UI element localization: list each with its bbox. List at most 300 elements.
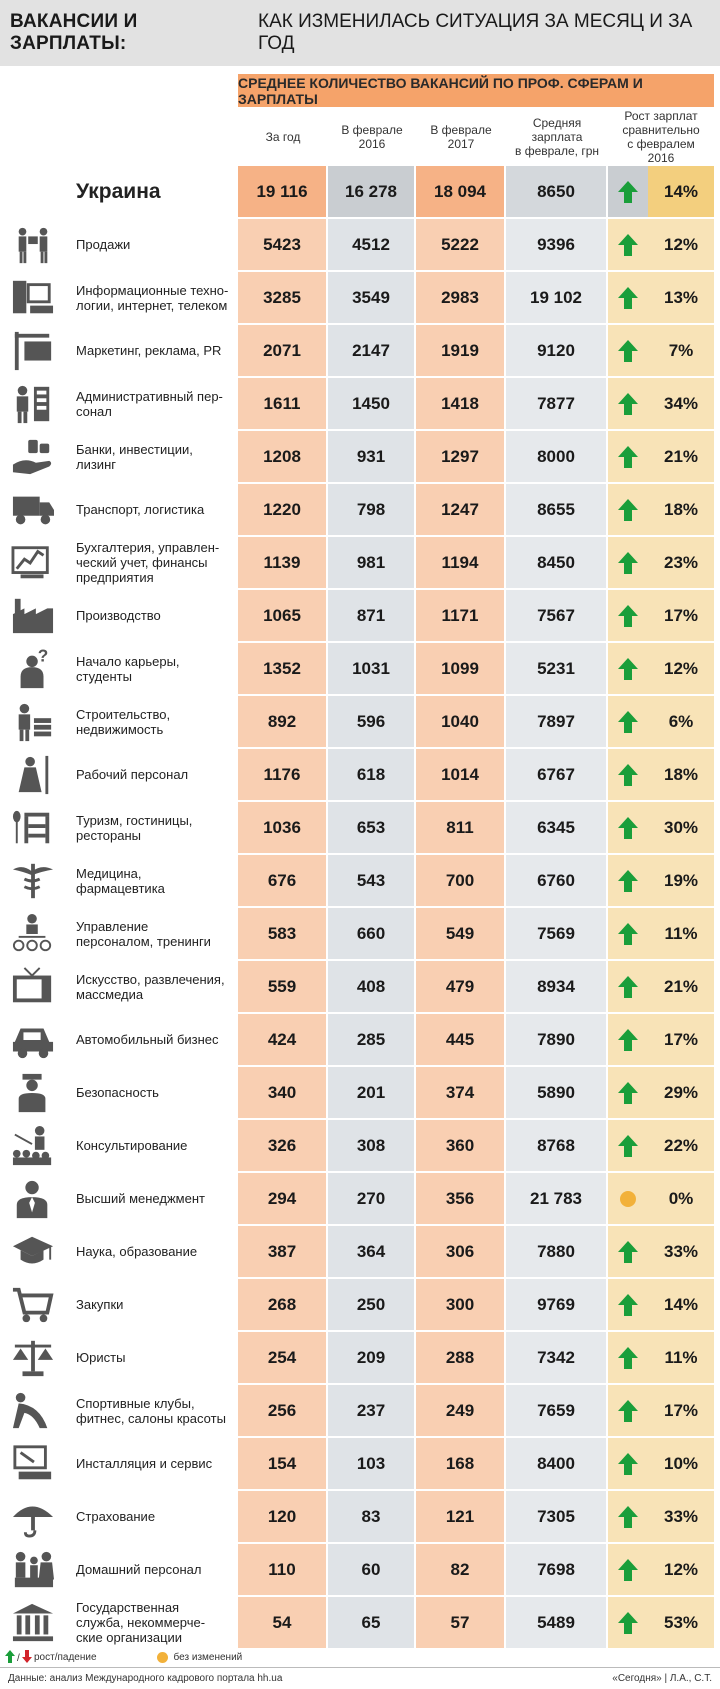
- cell-trend: [608, 378, 648, 429]
- footer-credit: «Сегодня» | Л.А., С.Т.: [612, 1673, 712, 1684]
- cell-growth: 7%: [648, 325, 714, 376]
- stretching-icon: [10, 1390, 56, 1432]
- cell-growth: 12%: [648, 1544, 714, 1595]
- cell-year: 294: [238, 1173, 328, 1224]
- cell-salary: 5231: [506, 643, 608, 694]
- government-building-icon: [10, 1602, 56, 1644]
- row-icon-cell: [0, 749, 66, 800]
- cell-feb2016: 83: [328, 1491, 416, 1542]
- cell-salary: 8655: [506, 484, 608, 535]
- cell-trend: [608, 1226, 648, 1277]
- row-icon-cell: [0, 1014, 66, 1065]
- row-icon-cell: [0, 643, 66, 694]
- cell-feb2016: 931: [328, 431, 416, 482]
- row-label: Продажи: [76, 237, 131, 252]
- cleaner-icon: [10, 754, 56, 796]
- cell-year: 154: [238, 1438, 328, 1489]
- cell-salary: 8450: [506, 537, 608, 588]
- cell-trend: [608, 1014, 648, 1065]
- cell-year: 1611: [238, 378, 328, 429]
- row-label: Маркетинг, реклама, PR: [76, 343, 222, 358]
- cell-year: 254: [238, 1332, 328, 1383]
- row-label: Производство: [76, 608, 161, 623]
- cell-salary: 9396: [506, 219, 608, 270]
- cell-feb2017: 811: [416, 802, 506, 853]
- computer-icon: [10, 277, 56, 319]
- row-icon-cell: [0, 696, 66, 747]
- table-row: [0, 1067, 720, 1120]
- cell-growth: 22%: [648, 1120, 714, 1171]
- cell-feb2016: 364: [328, 1226, 416, 1277]
- up-arrow-icon: [617, 1134, 639, 1158]
- table-row: [0, 1438, 720, 1491]
- cell-feb2017: 1040: [416, 696, 506, 747]
- table-row: [0, 537, 720, 590]
- legend-same: [157, 1652, 243, 1663]
- cell-feb2016: 3549: [328, 272, 416, 323]
- legend-updown-label: рост/падение: [34, 1651, 97, 1663]
- table-row: [0, 1279, 720, 1332]
- table-row: [0, 325, 720, 378]
- office-worker-icon: [10, 383, 56, 425]
- row-label: Автомобильный бизнес: [76, 1032, 219, 1047]
- cell-year: 387: [238, 1226, 328, 1277]
- cell-feb2016: 981: [328, 537, 416, 588]
- row-label: Строительство, недвижимость: [76, 706, 171, 737]
- cell-year: 424: [238, 1014, 328, 1065]
- cell-year: 5423: [238, 219, 328, 270]
- cell-feb2017: 57: [416, 1597, 506, 1648]
- cell-growth: 12%: [648, 219, 714, 270]
- up-arrow-icon: [617, 551, 639, 575]
- cell-salary: 7305: [506, 1491, 608, 1542]
- cell-year: 559: [238, 961, 328, 1012]
- builder-icon: [10, 701, 56, 743]
- umbrella-icon: [10, 1496, 56, 1538]
- cell-salary: 9120: [506, 325, 608, 376]
- cell-trend: [608, 1597, 648, 1648]
- row-label: Транспорт, логистика: [76, 502, 205, 517]
- row-icon-cell: [0, 1173, 66, 1224]
- hr-network-icon: [10, 913, 56, 955]
- cell-feb2016: 250: [328, 1279, 416, 1330]
- up-arrow-icon: [617, 233, 639, 257]
- cell-growth: 14%: [648, 1279, 714, 1330]
- table-row: [0, 378, 720, 431]
- cell-trend: [608, 219, 648, 270]
- up-arrow-icon: [617, 392, 639, 416]
- row-label: Рабочий персонал: [76, 767, 189, 782]
- cell-growth: 21%: [648, 431, 714, 482]
- table-row: [0, 908, 720, 961]
- row-icon-cell: [0, 1226, 66, 1277]
- row-label: Закупки: [76, 1297, 124, 1312]
- table-row: [0, 1491, 720, 1544]
- cell-salary: 8768: [506, 1120, 608, 1171]
- row-icon-cell: [0, 1067, 66, 1118]
- cell-feb2016: 1031: [328, 643, 416, 694]
- row-label: Украина: [76, 180, 161, 203]
- up-down-arrows-icon: [4, 1650, 34, 1664]
- column-header-feb2017: В феврале 2017: [430, 123, 492, 151]
- row-icon-cell: [0, 272, 66, 323]
- table-row: [0, 1544, 720, 1597]
- row-icon-cell: [0, 1120, 66, 1171]
- table-row: [0, 855, 720, 908]
- factory-icon: [10, 595, 56, 637]
- family-icon: [10, 1549, 56, 1591]
- row-label: Туризм, гостиницы, рестораны: [76, 812, 193, 843]
- up-arrow-icon: [617, 1611, 639, 1635]
- cell-feb2016: 65: [328, 1597, 416, 1648]
- cell-feb2016: 285: [328, 1014, 416, 1065]
- cell-trend: [608, 484, 648, 535]
- cell-trend: [608, 643, 648, 694]
- table-row: [0, 1332, 720, 1385]
- table-row: [0, 1014, 720, 1067]
- row-label: Информационные техно- логии, интернет, телеком: [76, 282, 229, 313]
- footer: [0, 1667, 720, 1689]
- table-row: [0, 166, 720, 219]
- row-icon-cell: [0, 1279, 66, 1330]
- cell-growth: 33%: [648, 1226, 714, 1277]
- column-header-year: За год: [265, 130, 301, 144]
- cell-salary: 8000: [506, 431, 608, 482]
- up-arrow-icon: [617, 1399, 639, 1423]
- cell-salary: 7890: [506, 1014, 608, 1065]
- cell-feb2017: 479: [416, 961, 506, 1012]
- cell-year: 2071: [238, 325, 328, 376]
- legend-same-label: без изменений: [173, 1651, 243, 1663]
- cell-growth: 13%: [648, 272, 714, 323]
- cell-salary: 5890: [506, 1067, 608, 1118]
- table-row: [0, 696, 720, 749]
- cell-salary: 8400: [506, 1438, 608, 1489]
- cell-trend: [608, 1120, 648, 1171]
- cell-growth: 12%: [648, 643, 714, 694]
- title-regular: КАК ИЗМЕНИЛАСЬ СИТУАЦИЯ ЗА МЕСЯЦ И ЗА ГОД: [258, 11, 693, 54]
- cart-icon: [10, 1284, 56, 1326]
- up-arrow-icon: [617, 657, 639, 681]
- up-arrow-icon: [617, 922, 639, 946]
- scales-icon: [10, 1337, 56, 1379]
- cell-feb2017: 249: [416, 1385, 506, 1436]
- up-arrow-icon: [617, 1346, 639, 1370]
- cell-feb2017: 2983: [416, 272, 506, 323]
- svg-text:?: ?: [37, 647, 49, 665]
- cell-feb2017: 5222: [416, 219, 506, 270]
- row-label: Административный пер- сонал: [76, 388, 223, 419]
- coins-hand-icon: [10, 436, 56, 478]
- cell-year: 54: [238, 1597, 328, 1648]
- cell-salary: 6767: [506, 749, 608, 800]
- student-question-icon: [10, 648, 56, 690]
- cell-feb2017: 1194: [416, 537, 506, 588]
- cell-year: 583: [238, 908, 328, 959]
- cell-salary: 8934: [506, 961, 608, 1012]
- table-row: [0, 1173, 720, 1226]
- row-icon-cell: [0, 378, 66, 429]
- row-icon-cell: [0, 1491, 66, 1542]
- cell-feb2016: 653: [328, 802, 416, 853]
- cell-salary: 6345: [506, 802, 608, 853]
- cell-trend: [608, 325, 648, 376]
- cell-growth: 6%: [648, 696, 714, 747]
- table-row: [0, 590, 720, 643]
- cell-salary: 7897: [506, 696, 608, 747]
- footer-source: Данные: анализ Международного кадрового портала hh.ua: [8, 1673, 283, 1684]
- cell-trend: [608, 855, 648, 906]
- column-header-feb2016: В феврале 2016: [341, 123, 403, 151]
- column-header-salary: Средняя зарплата в феврале, грн: [515, 116, 599, 158]
- cell-trend: [608, 749, 648, 800]
- up-arrow-icon: [617, 1028, 639, 1052]
- cell-year: 1208: [238, 431, 328, 482]
- cell-growth: 53%: [648, 1597, 714, 1648]
- signboard-icon: [10, 330, 56, 372]
- cell-trend: [608, 908, 648, 959]
- cell-growth: 19%: [648, 855, 714, 906]
- cell-trend: [608, 1438, 648, 1489]
- cell-feb2017: 360: [416, 1120, 506, 1171]
- guard-icon: [10, 1072, 56, 1114]
- up-arrow-icon: [617, 445, 639, 469]
- cell-feb2016: 270: [328, 1173, 416, 1224]
- row-label: Домашний персонал: [76, 1562, 202, 1577]
- cell-salary: 19 102: [506, 272, 608, 323]
- up-arrow-icon: [617, 1240, 639, 1264]
- up-arrow-icon: [617, 710, 639, 734]
- cell-salary: 7659: [506, 1385, 608, 1436]
- table-body: [0, 166, 720, 1650]
- svg-text:/: /: [17, 1653, 20, 1664]
- row-icon-cell: [0, 537, 66, 588]
- cell-feb2016: 618: [328, 749, 416, 800]
- row-label: Искусство, развлечения, массмедиа: [76, 971, 225, 1002]
- cell-salary: 7567: [506, 590, 608, 641]
- tv-icon: [10, 966, 56, 1008]
- cell-growth: 17%: [648, 1385, 714, 1436]
- cell-growth: 11%: [648, 1332, 714, 1383]
- cell-year: 1139: [238, 537, 328, 588]
- cell-feb2017: 356: [416, 1173, 506, 1224]
- manager-icon: [10, 1178, 56, 1220]
- table-row: [0, 1226, 720, 1279]
- truck-icon: [10, 489, 56, 531]
- cell-feb2017: 1919: [416, 325, 506, 376]
- row-label: Консультирование: [76, 1138, 188, 1153]
- cell-growth: 18%: [648, 749, 714, 800]
- cell-trend: [608, 1332, 648, 1383]
- cell-salary: 6760: [506, 855, 608, 906]
- row-icon-cell: [0, 961, 66, 1012]
- cell-year: 110: [238, 1544, 328, 1595]
- cell-salary: 8650: [506, 166, 608, 217]
- cell-year: 120: [238, 1491, 328, 1542]
- row-icon-cell: [0, 219, 66, 270]
- cell-feb2017: 1171: [416, 590, 506, 641]
- row-icon-cell: [0, 1438, 66, 1489]
- cell-trend: [608, 961, 648, 1012]
- up-arrow-icon: [617, 286, 639, 310]
- row-label: Банки, инвестиции, лизинг: [76, 441, 193, 472]
- row-icon-cell: [0, 1332, 66, 1383]
- cell-growth: 18%: [648, 484, 714, 535]
- cell-trend: [608, 272, 648, 323]
- cell-trend: [608, 1491, 648, 1542]
- row-label: Безопасность: [76, 1085, 159, 1100]
- table-row: [0, 802, 720, 855]
- cell-growth: 17%: [648, 590, 714, 641]
- cell-growth: 30%: [648, 802, 714, 853]
- row-label: Бухгалтерия, управлен- ческий учет, финансы предприятия: [76, 540, 220, 585]
- table-row: [0, 272, 720, 325]
- cell-salary: 7698: [506, 1544, 608, 1595]
- up-arrow-icon: [617, 498, 639, 522]
- cell-feb2016: 871: [328, 590, 416, 641]
- cell-year: 340: [238, 1067, 328, 1118]
- table-row: [0, 1385, 720, 1438]
- car-icon: [10, 1019, 56, 1061]
- cell-feb2016: 237: [328, 1385, 416, 1436]
- chart-screen-icon: [10, 542, 56, 584]
- cell-feb2017: 549: [416, 908, 506, 959]
- table-row: [0, 1597, 720, 1650]
- row-label: Начало карьеры, студенты: [76, 653, 180, 684]
- table-row: [0, 431, 720, 484]
- row-icon-cell: [0, 166, 66, 217]
- cell-feb2016: 596: [328, 696, 416, 747]
- cell-growth: 23%: [648, 537, 714, 588]
- cell-trend: [608, 1385, 648, 1436]
- up-arrow-icon: [617, 1081, 639, 1105]
- row-icon-cell: [0, 1385, 66, 1436]
- hotel-icon: [10, 807, 56, 849]
- cell-salary: 7877: [506, 378, 608, 429]
- cell-feb2017: 288: [416, 1332, 506, 1383]
- cell-year: 268: [238, 1279, 328, 1330]
- cell-trend: [608, 1544, 648, 1595]
- up-arrow-icon: [617, 869, 639, 893]
- up-arrow-icon: [617, 763, 639, 787]
- cell-feb2017: 1014: [416, 749, 506, 800]
- cell-feb2017: 1099: [416, 643, 506, 694]
- cell-salary: 9769: [506, 1279, 608, 1330]
- cell-trend: [608, 431, 648, 482]
- cell-year: 676: [238, 855, 328, 906]
- cell-feb2017: 1297: [416, 431, 506, 482]
- table-row: [0, 219, 720, 272]
- row-label: Страхование: [76, 1509, 156, 1524]
- row-label: Наука, образование: [76, 1244, 198, 1259]
- cell-year: 892: [238, 696, 328, 747]
- row-icon-cell: [0, 325, 66, 376]
- column-headers: [238, 108, 714, 166]
- legend: [4, 1648, 716, 1666]
- cell-year: 326: [238, 1120, 328, 1171]
- cell-feb2017: 445: [416, 1014, 506, 1065]
- no-change-dot-icon: [157, 1652, 168, 1663]
- up-arrow-icon: [617, 180, 639, 204]
- cell-feb2017: 374: [416, 1067, 506, 1118]
- cell-trend: [608, 802, 648, 853]
- cell-trend: [608, 590, 648, 641]
- cell-growth: 14%: [648, 166, 714, 217]
- cell-trend: [608, 1067, 648, 1118]
- cell-trend: [608, 696, 648, 747]
- cell-feb2016: 103: [328, 1438, 416, 1489]
- up-arrow-icon: [617, 1452, 639, 1476]
- installation-icon: [10, 1443, 56, 1485]
- table-header: СРЕДНЕЕ КОЛИЧЕСТВО ВАКАНСИЙ ПО ПРОФ. СФЕРАМ И ЗАРПЛАТЫ: [238, 74, 714, 107]
- cell-year: 1176: [238, 749, 328, 800]
- cell-feb2016: 1450: [328, 378, 416, 429]
- cell-salary: 7569: [506, 908, 608, 959]
- column-header-growth: Рост зарплат сравнительно с февралем 2016: [622, 109, 700, 165]
- cell-salary: 21 783: [506, 1173, 608, 1224]
- table-row: [0, 1120, 720, 1173]
- cell-feb2016: 408: [328, 961, 416, 1012]
- cell-year: 3285: [238, 272, 328, 323]
- cell-trend: [608, 166, 648, 217]
- up-arrow-icon: [617, 339, 639, 363]
- cell-salary: 7342: [506, 1332, 608, 1383]
- up-arrow-icon: [617, 975, 639, 999]
- cell-growth: 29%: [648, 1067, 714, 1118]
- graduation-cap-icon: [10, 1231, 56, 1273]
- cell-feb2016: 798: [328, 484, 416, 535]
- up-arrow-icon: [617, 1558, 639, 1582]
- cell-year: 256: [238, 1385, 328, 1436]
- cell-growth: 34%: [648, 378, 714, 429]
- row-icon-cell: [0, 590, 66, 641]
- cell-feb2016: 16 278: [328, 166, 416, 217]
- cell-growth: 17%: [648, 1014, 714, 1065]
- cell-growth: 10%: [648, 1438, 714, 1489]
- row-label: Государственная служба, некоммерче- ские организации: [76, 1600, 206, 1645]
- no-change-dot-icon: [620, 1191, 636, 1207]
- cell-year: 1036: [238, 802, 328, 853]
- cell-feb2017: 1247: [416, 484, 506, 535]
- cell-feb2017: 306: [416, 1226, 506, 1277]
- cell-feb2017: 1418: [416, 378, 506, 429]
- row-icon-cell: [0, 802, 66, 853]
- cell-growth: 11%: [648, 908, 714, 959]
- title-bold: ВАКАНСИИ И ЗАРПЛАТЫ:: [10, 11, 138, 54]
- up-arrow-icon: [617, 1505, 639, 1529]
- cell-feb2016: 543: [328, 855, 416, 906]
- cell-feb2017: 82: [416, 1544, 506, 1595]
- row-icon-cell: [0, 1597, 66, 1648]
- row-label: Спортивные клубы, фитнес, салоны красоты: [76, 1395, 226, 1426]
- cell-feb2016: 2147: [328, 325, 416, 376]
- up-arrow-icon: [617, 816, 639, 840]
- cell-feb2017: 300: [416, 1279, 506, 1330]
- caduceus-icon: [10, 860, 56, 902]
- row-label: Высший менеджмент: [76, 1191, 205, 1206]
- cell-year: 1352: [238, 643, 328, 694]
- row-icon-cell: [0, 855, 66, 906]
- row-icon-cell: [0, 431, 66, 482]
- presenter-icon: [10, 1125, 56, 1167]
- row-label: Медицина, фармацевтика: [76, 865, 165, 896]
- row-label: Управление персоналом, тренинги: [76, 918, 211, 949]
- cell-trend: [608, 537, 648, 588]
- sales-icon: [10, 224, 56, 266]
- cell-growth: 21%: [648, 961, 714, 1012]
- cell-feb2016: 60: [328, 1544, 416, 1595]
- cell-feb2016: 308: [328, 1120, 416, 1171]
